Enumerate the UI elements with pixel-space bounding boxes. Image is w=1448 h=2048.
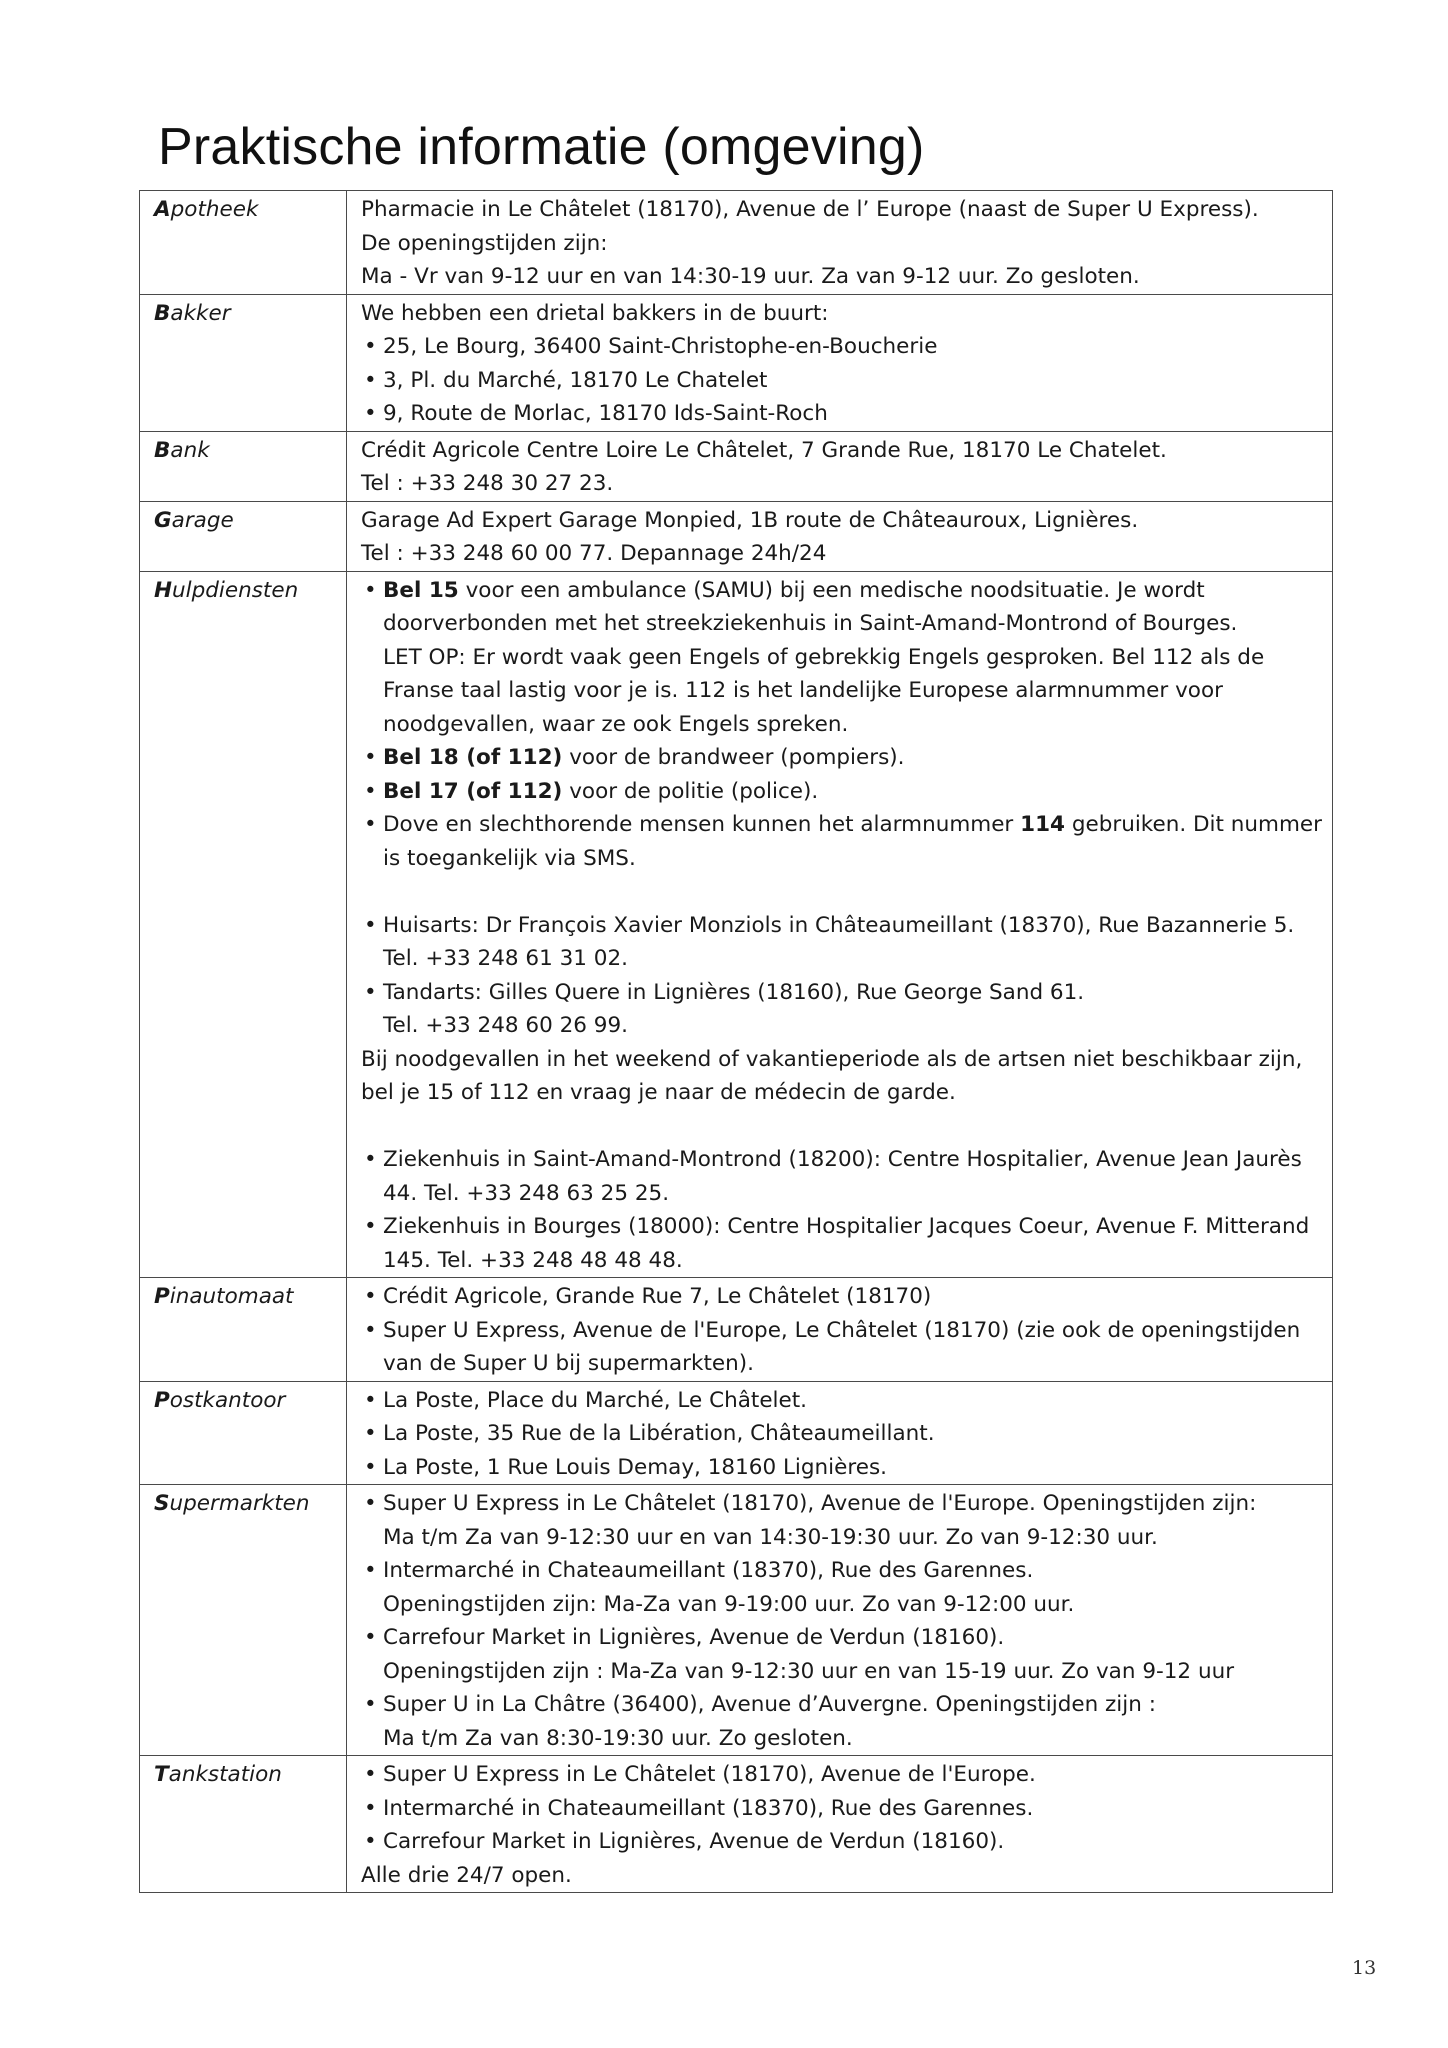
bullet-icon: • xyxy=(364,334,377,359)
emphasis-text: 114 xyxy=(1020,812,1065,837)
text-line: Garage Ad Expert Garage Monpied, 1B route de Châteauroux, Lignières. xyxy=(361,507,1139,533)
bullet-icon: • xyxy=(364,812,377,837)
list-item xyxy=(361,741,1324,775)
text-line: Tel : +33 248 60 00 77. Depannage 24h/24 xyxy=(361,541,827,566)
list-item: • 25, Le Bourg, 36400 Saint-Christophe-en-Boucherie xyxy=(361,330,1324,364)
content-cell xyxy=(347,1381,1333,1485)
bullet-icon: • xyxy=(364,1387,377,1413)
bullet-icon: • xyxy=(364,1829,377,1854)
category-cell xyxy=(140,1485,347,1756)
list-item: • Super U in La Châtre (36400), Avenue d’Auvergne. Openingstijden zijn : xyxy=(361,1688,1324,1722)
text-line: We hebben een drietal bakkers in de buurt: xyxy=(361,300,829,326)
list-item: • 3, Pl. du Marché, 18170 Le Chatelet xyxy=(361,364,1324,398)
list-item: • Intermarché in Chateaumeillant (18370), Rue des Garennes. xyxy=(361,1792,1324,1826)
list-item-continuation: doorverbonden met het streekziekenhuis in Saint-Amand-Montrond of Bourges. xyxy=(383,611,1238,636)
table-row-postkantoor xyxy=(140,1381,1333,1485)
page-number: 13 xyxy=(1352,1957,1377,1979)
list-item-text: voor een ambulance (SAMU) bij een medische noodsituatie. Je wordt xyxy=(458,577,1205,603)
list-item xyxy=(361,808,1324,842)
list-item: • La Poste, Place du Marché, Le Châtelet. xyxy=(361,1384,1324,1418)
content-cell xyxy=(347,501,1333,571)
list-item-continuation: Ma t/m Za van 9-12:30 uur en van 14:30-19:30 uur. Zo van 9-12:30 uur. xyxy=(383,1524,1158,1550)
category-label-rest: ank xyxy=(170,437,210,463)
bullet-icon: • xyxy=(364,577,377,603)
bullet-icon: • xyxy=(364,1625,377,1650)
bullet-icon: • xyxy=(364,1762,377,1787)
page-title: Praktische informatie (omgeving) xyxy=(158,118,925,176)
list-item: • Huisarts: Dr François Xavier Monziols in Châteaumeillant (18370), Rue Bazannerie 5. xyxy=(361,909,1324,943)
list-item-continuation: Franse taal lastig voor je is. 112 is het landelijke Europese alarmnummer voor xyxy=(383,678,1223,703)
category-label-rest: ankstation xyxy=(168,1762,282,1787)
list-item-continuation: Tel. +33 248 60 26 99. xyxy=(383,1013,629,1038)
category-cell xyxy=(140,1381,347,1485)
table-row-tankstation xyxy=(140,1756,1333,1893)
list-item-continuation: noodgevallen, waar ze ook Engels spreken. xyxy=(383,711,849,737)
text-line: Tel : +33 248 30 27 23. xyxy=(361,471,614,496)
list-item: • Carrefour Market in Lignières, Avenue de Verdun (18160). xyxy=(361,1621,1324,1655)
text-line: Crédit Agricole Centre Loire Le Châtelet, 7 Grande Rue, 18170 Le Chatelet. xyxy=(361,437,1167,463)
text-line: Bij noodgevallen in het weekend of vakantieperiode als de artsen niet beschikbaar zijn, xyxy=(361,1046,1303,1072)
list-item: • La Poste, 35 Rue de la Libération, Châteaumeillant. xyxy=(361,1417,1324,1451)
list-item: • La Poste, 1 Rue Louis Demay, 18160 Lignières. xyxy=(361,1451,1324,1485)
content-cell xyxy=(347,1278,1333,1382)
text-line: Alle drie 24/7 open. xyxy=(361,1862,572,1888)
category-initial: A xyxy=(154,197,171,222)
category-initial: B xyxy=(154,437,171,463)
content-cell xyxy=(347,191,1333,295)
table-row-bank xyxy=(140,431,1333,501)
emphasis-text: Bel 17 (of 112) xyxy=(383,778,563,804)
list-item-continuation: van de Super U bij supermarkten). xyxy=(383,1351,754,1376)
bullet-icon: • xyxy=(364,1491,377,1516)
info-table xyxy=(139,190,1333,1893)
table-row-pinautomaat xyxy=(140,1278,1333,1382)
text-line: Pharmacie in Le Châtelet (18170), Avenue de l’ Europe (naast de Super U Express). xyxy=(361,197,1259,222)
bullet-icon: • xyxy=(364,778,377,804)
category-label-rest: arage xyxy=(171,507,234,533)
category-label-rest: ulpdiensten xyxy=(172,577,299,603)
bullet-icon: • xyxy=(364,912,377,938)
list-item-continuation: Ma t/m Za van 8:30-19:30 uur. Zo gesloten. xyxy=(383,1725,853,1751)
list-item-continuation: Openingstijden zijn: Ma-Za van 9-19:00 uur. Zo van 9-12:00 uur. xyxy=(383,1591,1075,1617)
list-item-text: Dove en slechthorende mensen kunnen het alarmnummer xyxy=(383,812,1021,837)
list-item-continuation: Openingstijden zijn : Ma-Za van 9-12:30 uur en van 15-19 uur. Zo van 9-12 uur xyxy=(383,1658,1235,1684)
category-initial: T xyxy=(154,1762,169,1787)
content-cell xyxy=(347,571,1333,1278)
content-cell xyxy=(347,1485,1333,1756)
bullet-icon: • xyxy=(364,1692,377,1717)
bullet-icon: • xyxy=(364,367,377,393)
bullet-icon: • xyxy=(364,1421,377,1446)
list-item: • Ziekenhuis in Saint-Amand-Montrond (18200): Centre Hospitalier, Avenue Jean Jaurès xyxy=(361,1143,1324,1177)
bullet-icon: • xyxy=(364,401,377,426)
list-item xyxy=(361,574,1324,608)
list-item-text: gebruiken. Dit nummer xyxy=(1065,812,1323,837)
category-cell xyxy=(140,191,347,295)
list-item: • Super U Express, Avenue de l'Europe, Le Châtelet (18170) (zie ook de openingstijden xyxy=(361,1314,1324,1348)
text-line: Ma - Vr van 9-12 uur en van 14:30-19 uur. Za van 9-12 uur. Zo gesloten. xyxy=(361,264,1140,289)
bullet-icon: • xyxy=(364,979,377,1005)
list-item-continuation: 44. Tel. +33 248 63 25 25. xyxy=(383,1180,670,1206)
table-row-bakker xyxy=(140,294,1333,431)
table-row-hulpdiensten xyxy=(140,571,1333,1278)
bullet-icon: • xyxy=(364,1795,377,1821)
bullet-icon: • xyxy=(364,745,377,770)
table-row-apotheek xyxy=(140,191,1333,295)
bullet-icon: • xyxy=(364,1317,377,1343)
content-cell xyxy=(347,1756,1333,1893)
category-cell xyxy=(140,431,347,501)
list-item-continuation: Tel. +33 248 61 31 02. xyxy=(383,946,629,971)
list-item: • Intermarché in Chateaumeillant (18370), Rue des Garennes. xyxy=(361,1554,1324,1588)
category-cell xyxy=(140,1756,347,1893)
list-item: • Super U Express in Le Châtelet (18170), Avenue de l'Europe. Openingstijden zijn: xyxy=(361,1487,1324,1521)
list-item-continuation: 145. Tel. +33 248 48 48 48. xyxy=(383,1247,683,1273)
list-item-continuation: LET OP: Er wordt vaak geen Engels of gebrekkig Engels gesproken. Bel 112 als de xyxy=(383,644,1265,670)
category-initial: G xyxy=(154,507,172,533)
list-item: • Carrefour Market in Lignières, Avenue de Verdun (18160). xyxy=(361,1825,1324,1859)
list-item: • Tandarts: Gilles Quere in Lignières (18160), Rue George Sand 61. xyxy=(361,976,1324,1010)
list-item-text: voor de brandweer (pompiers). xyxy=(562,745,905,770)
category-cell xyxy=(140,1278,347,1382)
list-item: • Super U Express in Le Châtelet (18170), Avenue de l'Europe. xyxy=(361,1758,1324,1792)
bullet-icon: • xyxy=(364,1558,377,1583)
list-item: • Ziekenhuis in Bourges (18000): Centre Hospitalier Jacques Coeur, Avenue F. Mitterand xyxy=(361,1210,1324,1244)
category-label-rest: akker xyxy=(170,300,231,326)
category-label-rest: ostkantoor xyxy=(169,1387,286,1413)
bullet-icon: • xyxy=(364,1284,377,1309)
emphasis-text: Bel 18 (of 112) xyxy=(383,745,563,770)
category-initial: B xyxy=(154,300,171,326)
bullet-icon: • xyxy=(364,1454,377,1480)
category-label-rest: upermarkten xyxy=(169,1491,310,1516)
bullet-icon: • xyxy=(364,1214,377,1239)
table-row-supermarkten xyxy=(140,1485,1333,1756)
list-item-text: voor de politie (police). xyxy=(562,778,819,804)
category-initial: H xyxy=(154,577,172,603)
bullet-icon: • xyxy=(364,1147,377,1172)
content-cell xyxy=(347,294,1333,431)
table-row-garage xyxy=(140,501,1333,571)
category-initial: S xyxy=(154,1491,170,1516)
category-cell xyxy=(140,571,347,1278)
category-initial: P xyxy=(154,1284,170,1309)
emphasis-text: Bel 15 xyxy=(383,577,459,603)
text-line: De openingstijden zijn: xyxy=(361,230,608,256)
list-item: • Crédit Agricole, Grande Rue 7, Le Châtelet (18170) xyxy=(361,1280,1324,1314)
category-cell xyxy=(140,294,347,431)
content-cell xyxy=(347,431,1333,501)
spacer xyxy=(361,875,1324,909)
list-item xyxy=(361,775,1324,809)
spacer xyxy=(361,1110,1324,1144)
category-cell xyxy=(140,501,347,571)
text-line: bel je 15 of 112 en vraag je naar de médecin de garde. xyxy=(361,1080,956,1105)
list-item: • 9, Route de Morlac, 18170 Ids-Saint-Roch xyxy=(361,397,1324,431)
list-item-continuation: is toegankelijk via SMS. xyxy=(383,845,636,871)
category-initial: P xyxy=(154,1387,170,1413)
category-label-rest: potheek xyxy=(170,197,259,222)
category-label-rest: inautomaat xyxy=(169,1284,294,1309)
